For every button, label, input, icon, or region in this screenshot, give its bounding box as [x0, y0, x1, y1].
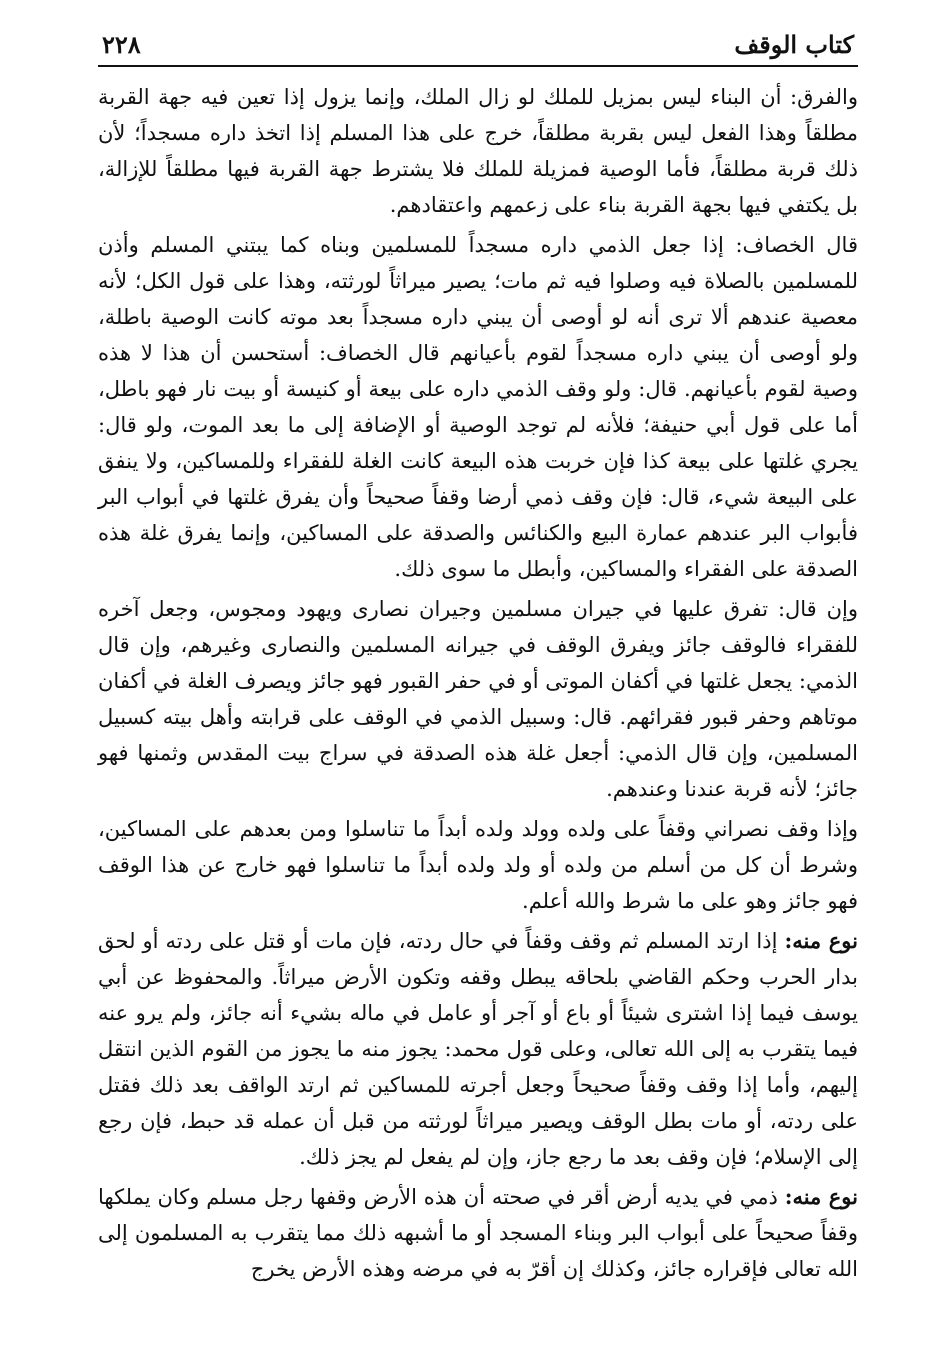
- paragraph: [98, 227, 858, 587]
- book-title: كتاب الوقف: [734, 30, 854, 59]
- paragraph: [98, 591, 858, 807]
- paragraph: [98, 923, 858, 1175]
- paragraph: [98, 1179, 858, 1287]
- page-body: [98, 79, 858, 1287]
- paragraph-text: وإذا وقف نصراني وقفاً على ولده وولد ولده أبداً ما تناسلوا ومن بعدهم على المساكين، وشرط أن كل من أسلم من ولده أو ولد ولده أبداً ما تناسلوا فهو خارج عن هذا الوقف فهو جائز وهو على ما شرط والله أعلم.: [98, 817, 858, 913]
- section-lead: نوع منه:: [784, 1184, 858, 1209]
- page-header: [98, 30, 858, 67]
- section-lead: نوع منه:: [784, 928, 858, 953]
- paragraph-text: والفرق: أن البناء ليس بمزيل للملك لو زال الملك، وإنما يزول إذا تعين فيه جهة القربة مطلقاً وهذا الفعل ليس بقربة مطلقاً، خرج على هذا المسلم إذا اتخذ داره مسجداً؛ لأن ذلك قربة مطلقاً، فأما الوصية فمزيلة للملك فلا يشترط جهة القربة فيها مطلقاً للإزالة، بل يكتفي فيها بجهة القربة بناء على زعمهم واعتقادهم.: [98, 85, 858, 217]
- paragraph-text: إذا ارتد المسلم ثم وقف وقفاً في حال ردته، فإن مات أو قتل على ردته أو لحق بدار الحرب وحكم القاضي بلحاقه يبطل وقفه وتكون الأرض ميراثاً. والمحفوظ عن أبي يوسف فيما إذا اشترى شيئاً أو باع أو آجر أو عامل في ماله بشيء أنه جائز، ولم يرو عنه فيما يتقرب به إلى الله تعالى، وعلى قول محمد: يجوز منه ما يجوز من القوم الذين انتقل إليهم، وأما إذا وقف وقفاً صحيحاً وجعل أجرته للمساكين ثم ارتد الواقف بعد ذلك فقتل على ردته، أو مات بطل الوقف ويصير ميراثاً لورثته من قبل أن عمله قد حبط، فإن رجع إلى الإسلام؛ فإن وقف بعد ما رجع جاز، وإن لم يفعل لم يجز ذلك.: [98, 929, 858, 1169]
- paragraph-text: قال الخصاف: إذا جعل الذمي داره مسجداً للمسلمين وبناه كما يبتني المسلم وأذن للمسلمين بالصلاة فيه وصلوا فيه ثم مات؛ يصير ميراثاً لورثته، وهذا على قول الكل؛ لأنه معصية عندهم ألا ترى أنه لو أوصى أن يبني داره مسجداً بعد موته كانت الوصية باطلة، ولو أوصى أن يبني داره مسجداً لقوم بأعيانهم قال الخصاف: أستحسن أن هذا لا هذه وصية لقوم بأعيانهم. قال: ولو وقف الذمي داره على بيعة أو كنيسة أو بيت نار فهو باطل، أما على قول أبي حنيفة؛ فلأنه لم توجد الوصية أو الإضافة إلى ما بعد الموت، ولو قال: يجري غلتها على بيعة كذا فإن خربت هذه البيعة كانت الغلة للفقراء وللمساكين، ولا ينفق على البيعة شيء، قال: فإن وقف ذمي أرضا وقفاً صحيحاً وأن يفرق غلتها في أبواب البر فأبواب البر عندهم عمارة البيع والكنائس والصدقة على المساكين، وإنما يفرق غلة هذه الصدقة على الفقراء والمساكين، وأبطل ما سوى ذلك.: [98, 233, 858, 581]
- paragraph-text: وإن قال: تفرق عليها في جيران مسلمين وجيران نصارى ويهود ومجوس، وجعل آخره للفقراء فالوقف جائز ويفرق الوقف في جيرانه المسلمين والنصارى وغيرهم، وإن قال الذمي: يجعل غلتها في أكفان الموتى أو في حفر القبور فهو جائز ويصرف الغلة في أكفان موتاهم وحفر قبور فقرائهم. قال: وسبيل الذمي في الوقف على قرابته وأهل بيته كسبيل المسلمين، وإن قال الذمي: أجعل غلة هذه الصدقة في سراج بيت المقدس وثمنها فهو جائز؛ لأنه قربة عندنا وعندهم.: [98, 597, 858, 801]
- paragraph: [98, 79, 858, 223]
- paragraph: [98, 811, 858, 919]
- paragraph-text: ذمي في يديه أرض أقر في صحته أن هذه الأرض وقفها رجل مسلم وكان يملكها وقفاً صحيحاً على أبواب البر وبناء المسجد أو ما أشبهه ذلك مما يتقرب به المسلمون إلى الله تعالى فإقراره جائز، وكذلك إن أقرّ به في مرضه وهذه الأرض يخرج: [98, 1185, 858, 1281]
- page-number: ٢٢٨: [102, 30, 141, 59]
